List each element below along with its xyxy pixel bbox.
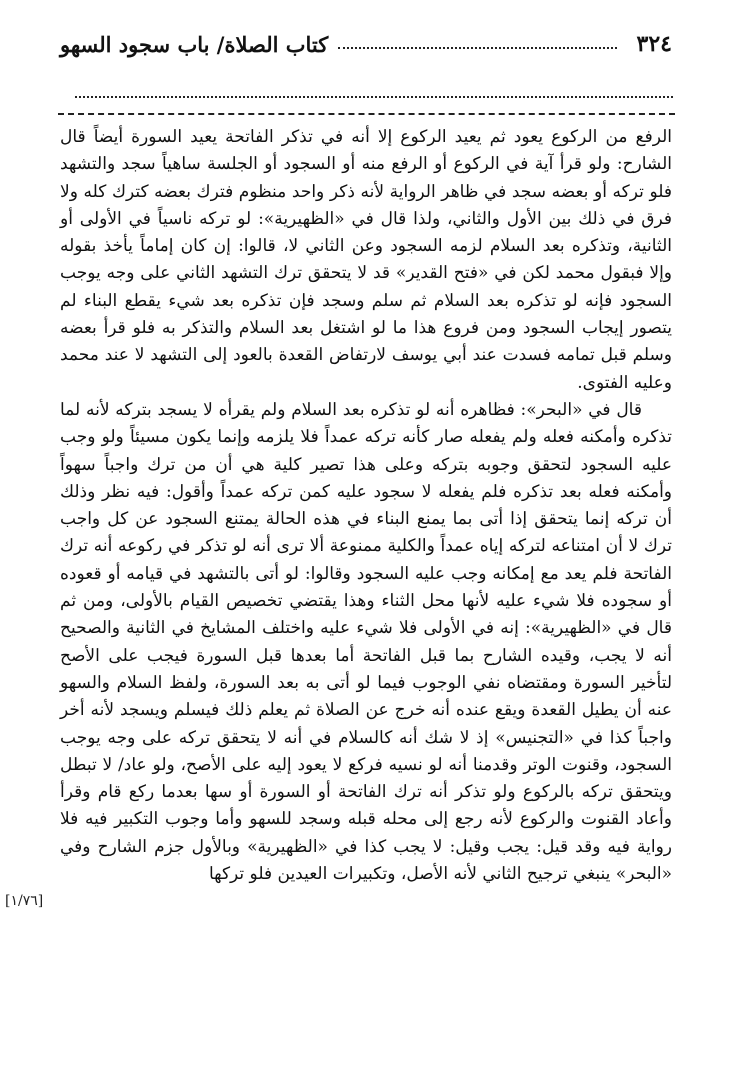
manuscript-folio-reference: [١/٧٦] [5,893,44,909]
running-header [60,26,672,62]
paragraph-2: قال في «البحر»: فظاهره أنه لو تذكره بعد السلام ولم يقرأه لا يسجد بتركه لأنه لما تذكره وأمكنه فعله ولم يفعله صار كأنه تركه عمداً فلا يلزمه وإنما يكون مسيئاً ولو وجب عليه السجود لتحقق وجوبه بتركه وعلى هذا تصير كلية هي أن من ترك واجباً سهواً وأمكنه فعله بعد تذكره فلم يفعله لا سجود عليه كمن تركه عمداً وأقول: فيه نظر وذلك أن تركه إنما يتحقق إذا أتى بما يمنع البناء في هذه الحالة يمتنع السجود عن كل واجب ترك لا أن امتناعه لتركه إياه عمداً والكلية ممنوعة ألا ترى أنه لو تذكر في ركوعه أنه ترك الفاتحة فلم يعد مع إمكانه وجب عليه السجود وقالوا: لو أتى بالتشهد في قيامه أو قعوده أو سجوده فلا شيء عليه لأنها محل الثناء وهذا يقتضي تخصيص القيام بالأولى، ومن ثم قال في «الظهيرية»: إنه في الأولى فلا شيء عليه واختلف المشايخ في الثانية والصحيح أنه لا يجب، وقيده الشارح بما قبل الفاتحة أما بعدها قبل السورة فيجب على الأصح لتأخير السورة ومقتضاه نفي الوجوب فيما لو أتى به بعد السورة، ولفظ السلام والسهو عنه أن يطيل القعدة ويقع عنده أنه خرج عن الصلاة ثم يعلم ذلك فيسلم ويسجد لأنه أخر واجباً كذا في «التجنيس» إذ لا شك أنه كالسلام في أنه لا يتحقق تركه على وجه يوجب السجود، وقنوت الوتر وقدمنا أنه لو نسيه فركع لا يعود إليه على الأصح، ولو عاد/ لا تبطل ويتحقق تركه بالركوع ولو تذكر أنه ترك الفاتحة أو السورة أو سها بعدما ركع قام وقرأ وأعاد القنوت والركوع لأنه رجع إلى محله قبله وسجد للسهو وأما وجوب التكبير فيه فلا رواية فيه وقد قيل: يجب وقيل: لا يجب كذا في «الظهيرية» وبالأول جزم الشارح وفي «البحر» ينبغي ترجيح الثاني لأنه الأصل، وتكبيرات العيدين فلو تركها [60,399,672,885]
main-text [60,124,672,888]
chapter-title: كتاب الصلاة/ باب سجود السهو [60,31,329,57]
paragraph-1: الرفع من الركوع يعود ثم يعيد الركوع إلا أنه في تذكر الفاتحة يعيد السورة أيضاً قال الشارح: ولو قرأ آية في الركوع أو الرفع منه أو السجود أو الجلسة ساهياً سجد والتشهد فلو تركه أو بعضه سجد في ظاهر الرواية لأنه ذكر واحد منظوم فترك بعضه كترك كله ولا فرق في ذلك بين الأول والثاني، ولذا قال في «الظهيرية»: لو تركه ناسياً في الأولى أو الثانية، وتذكره بعد السلام لزمه السجود وعن الثاني لا، قالوا: إن كان إماماً يأخذ بقوله وإلا فبقول محمد لكن في «فتح القدير» قد لا يتحقق ترك التشهد الثاني على وجه يوجب السجود فإنه لو تذكره بعد السلام ثم سلم وسجد فإن تذكره بعد شيء يقطع البناء لم يتصور إيجاب السجود ومن فروع هذا ما لو اشتغل بعد السلام والتذكر به فلو قرأ بعضه وسلم قبل تمامه فسدت عند أبي يوسف لارتفاض القعدة بالعود إلى التشهد لا عند محمد وعليه الفتوى. [60,127,672,393]
page-number: ٣٢٤ [636,31,672,57]
dashed-separator [58,113,675,115]
header-dotted-leader [338,47,616,49]
dotted-separator [75,96,673,98]
